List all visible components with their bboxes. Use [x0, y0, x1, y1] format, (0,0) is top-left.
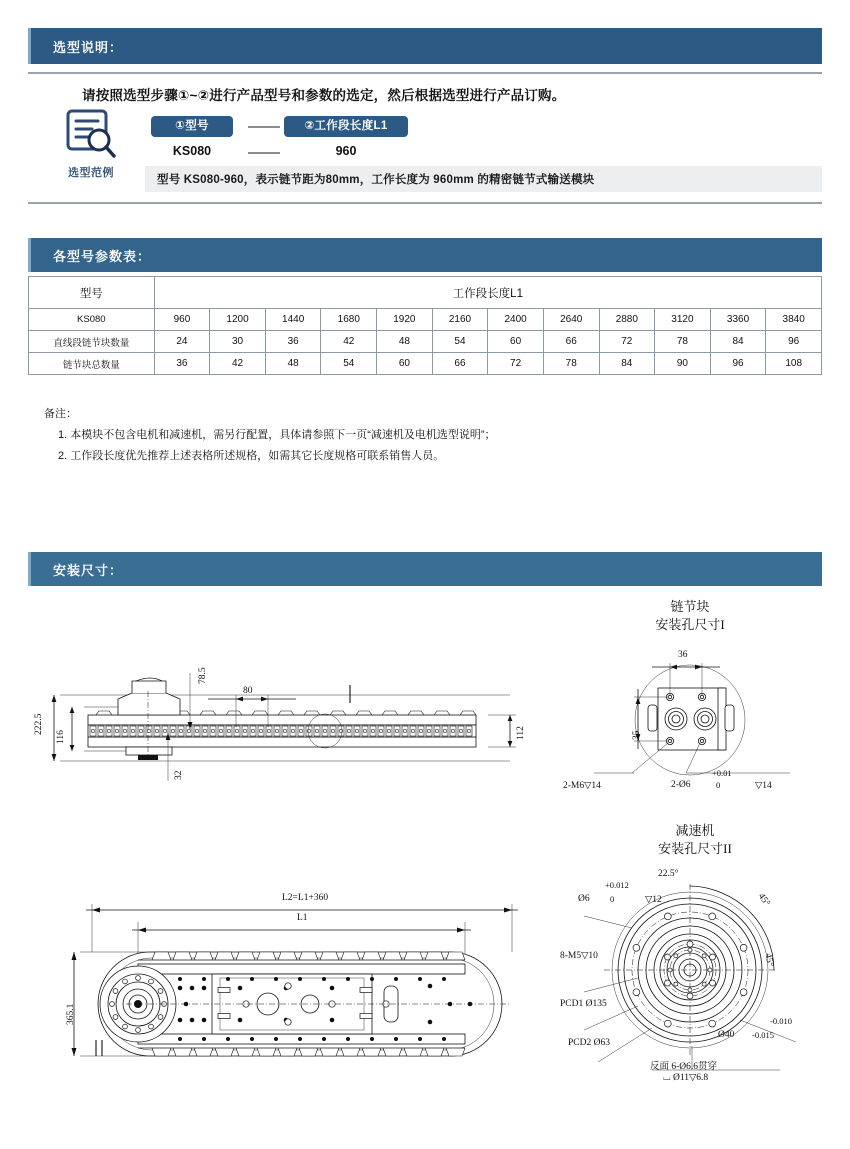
- side-view-dim-inner-height: 116: [56, 730, 66, 744]
- table-cell-r0-c4: 48: [377, 331, 433, 353]
- table-cell-r0-c1: 30: [210, 331, 266, 353]
- reducer-title: [600, 822, 790, 857]
- table-cell-rowlabel-1: 链节块总数量: [29, 353, 155, 375]
- table-cell-r0-c11: 96: [766, 331, 822, 353]
- notes-block: [44, 404, 804, 467]
- chain-block-dim-height: 35: [632, 730, 642, 740]
- reducer-angle-225: 22.5°: [658, 869, 679, 879]
- table-cell-length-4: 1920: [377, 309, 433, 331]
- chain-block-tol-upper: +0.01: [712, 768, 732, 778]
- table-cell-length-2: 1440: [265, 309, 321, 331]
- table-cell-length-6: 2400: [488, 309, 544, 331]
- reducer-angle-45-lower: 45°: [762, 952, 775, 968]
- table-row-header: [29, 277, 822, 309]
- notes-title: 备注：: [44, 408, 77, 420]
- table-row: [29, 353, 822, 375]
- table-cell-r0-c2: 36: [265, 331, 321, 353]
- reducer-hole-dia: Ø6: [578, 894, 590, 904]
- chain-block-drawing: [590, 645, 800, 795]
- plan-view-dim-work-length: L1: [297, 913, 308, 923]
- table-cell-r0-c0: 24: [154, 331, 210, 353]
- chain-block-title-line1: 链节块: [670, 599, 710, 614]
- table-cell-length-11: 3840: [766, 309, 822, 331]
- reducer-pcd1-callout: PCD1 Ø135: [560, 999, 607, 1009]
- note-item-2: 2. 工作段长度优先推荐上述表格所述规格，如需其它长度规格可联系销售人员。: [58, 449, 445, 462]
- plan-view-dim-width: 365.1: [66, 1003, 76, 1025]
- conveyor-side-view-drawing: [40, 655, 540, 790]
- reducer-title-line1: 减速机: [675, 823, 715, 838]
- table-cell-r1-c4: 60: [377, 353, 433, 375]
- conveyor-plan-view-drawing: [40, 890, 540, 1070]
- reducer-angle-45-upper: 45°: [755, 891, 772, 909]
- step1-pill: ①型号: [151, 116, 233, 137]
- section-header-selection-guide: [28, 28, 822, 64]
- selection-description-strip: [145, 166, 822, 192]
- table-cell-r1-c0: 36: [154, 353, 210, 375]
- section-header-install-label: 安装尺寸：: [53, 562, 124, 578]
- table-cell-r1-c9: 90: [655, 353, 711, 375]
- table-cell-group-header: 工作段长度L1: [154, 277, 821, 309]
- table-cell-length-7: 2640: [543, 309, 599, 331]
- reducer-shaft-dia: Ø40: [718, 1030, 735, 1040]
- reducer-shaft-tol-upper: -0.010: [770, 1016, 792, 1026]
- step2-pill: ②工作段长度L1: [284, 116, 408, 137]
- table-cell-r1-c11: 108: [766, 353, 822, 375]
- table-cell-r1-c10: 96: [710, 353, 766, 375]
- table-row-lengths: [29, 309, 822, 331]
- table-cell-r1-c2: 48: [265, 353, 321, 375]
- selection-description-text: 型号 KS080-960，表示链节距为80mm，工作长度为 960mm 的精密链节式输送模块: [157, 174, 595, 186]
- reducer-back-counterbore: ⌴ Ø11▽6.8: [663, 1073, 709, 1083]
- table-cell-length-3: 1680: [321, 309, 377, 331]
- selection-example-label: 选型范例: [68, 167, 114, 179]
- table-cell-length-5: 2160: [432, 309, 488, 331]
- reducer-pcd2-callout: PCD2 Ø63: [568, 1038, 610, 1048]
- table-cell-length-9: 3120: [655, 309, 711, 331]
- table-cell-r0-c8: 72: [599, 331, 655, 353]
- table-cell-length-0: 960: [154, 309, 210, 331]
- table-cell-r1-c1: 42: [210, 353, 266, 375]
- table-cell-model: KS080: [29, 309, 155, 331]
- reducer-screws-callout: 8-M5▽10: [560, 951, 598, 961]
- side-view-dim-bottom-offset: 32: [174, 770, 184, 780]
- chain-block-title-line2: 安装孔尺寸I: [655, 616, 725, 632]
- chain-block-dim-width: 36: [678, 650, 688, 660]
- divider-top: [28, 72, 822, 74]
- table-cell-r0-c5: 54: [432, 331, 488, 353]
- table-cell-model-header: 型号: [29, 277, 155, 309]
- table-cell-r0-c9: 78: [655, 331, 711, 353]
- table-cell-length-1: 1200: [210, 309, 266, 331]
- table-cell-r1-c8: 84: [599, 353, 655, 375]
- selection-instruction: 请按照选型步骤①~②进行产品型号和参数的选定，然后根据选型进行产品订购。: [82, 88, 566, 103]
- section-header-install: [28, 552, 822, 586]
- section-header-params: [28, 238, 822, 272]
- value-separator-dash: [248, 152, 280, 154]
- reducer-hole-tol-upper: +0.012: [605, 880, 629, 890]
- chain-block-callout-right: 2-Ø6: [671, 780, 691, 790]
- table-cell-r1-c7: 78: [543, 353, 599, 375]
- table-cell-r1-c3: 54: [321, 353, 377, 375]
- table-cell-r0-c10: 84: [710, 331, 766, 353]
- chain-block-callout-depth: ▽14: [755, 781, 772, 791]
- reducer-back-holes: 反面 6-Ø6.6贯穿: [650, 1062, 718, 1072]
- reducer-shaft-tol-lower: -0.015: [752, 1030, 774, 1040]
- step2-value: 960: [335, 144, 357, 158]
- table-cell-length-8: 2880: [599, 309, 655, 331]
- reducer-hole-tol-lower: 0: [610, 894, 615, 904]
- divider-guide-bottom: [28, 202, 822, 204]
- chain-block-callout-left: 2-M6▽14: [563, 781, 601, 791]
- reducer-title-line2: 安装孔尺寸II: [658, 840, 732, 856]
- plan-view-dim-overall: L2=L1+360: [282, 893, 329, 903]
- selection-example-icon-block: [48, 108, 134, 180]
- side-view-dim-right-height: 112: [516, 726, 526, 740]
- table-row: [29, 331, 822, 353]
- chain-block-title: [600, 598, 780, 633]
- section-header-params-label: 各型号参数表：: [53, 248, 152, 264]
- note-item-1: 1. 本模块不包含电机和减速机，需另行配置，具体请参照下一页“减速机及电机选型说明”；: [58, 428, 496, 441]
- chain-block-tol-lower: 0: [716, 780, 721, 790]
- section-header-selection-guide-label: 选型说明：: [53, 39, 124, 55]
- side-view-dim-total-height: 222.5: [34, 713, 44, 735]
- table-cell-r0-c3: 42: [321, 331, 377, 353]
- table-cell-rowlabel-0: 直线段链节块数量: [29, 331, 155, 353]
- table-cell-r0-c7: 66: [543, 331, 599, 353]
- reducer-hole-depth: ▽12: [645, 895, 662, 905]
- table-cell-r1-c5: 66: [432, 353, 488, 375]
- side-view-dim-pitch: 80: [243, 686, 253, 696]
- pill-separator-dash: [248, 126, 280, 128]
- document-search-icon: [66, 108, 116, 162]
- table-cell-r0-c6: 60: [488, 331, 544, 353]
- table-cell-length-10: 3360: [710, 309, 766, 331]
- step1-value: KS080: [172, 144, 212, 158]
- table-cell-r1-c6: 72: [488, 353, 544, 375]
- side-view-dim-top-offset: 78.5: [198, 667, 208, 684]
- parameters-table: [28, 276, 822, 375]
- reducer-drawing: [580, 870, 810, 1085]
